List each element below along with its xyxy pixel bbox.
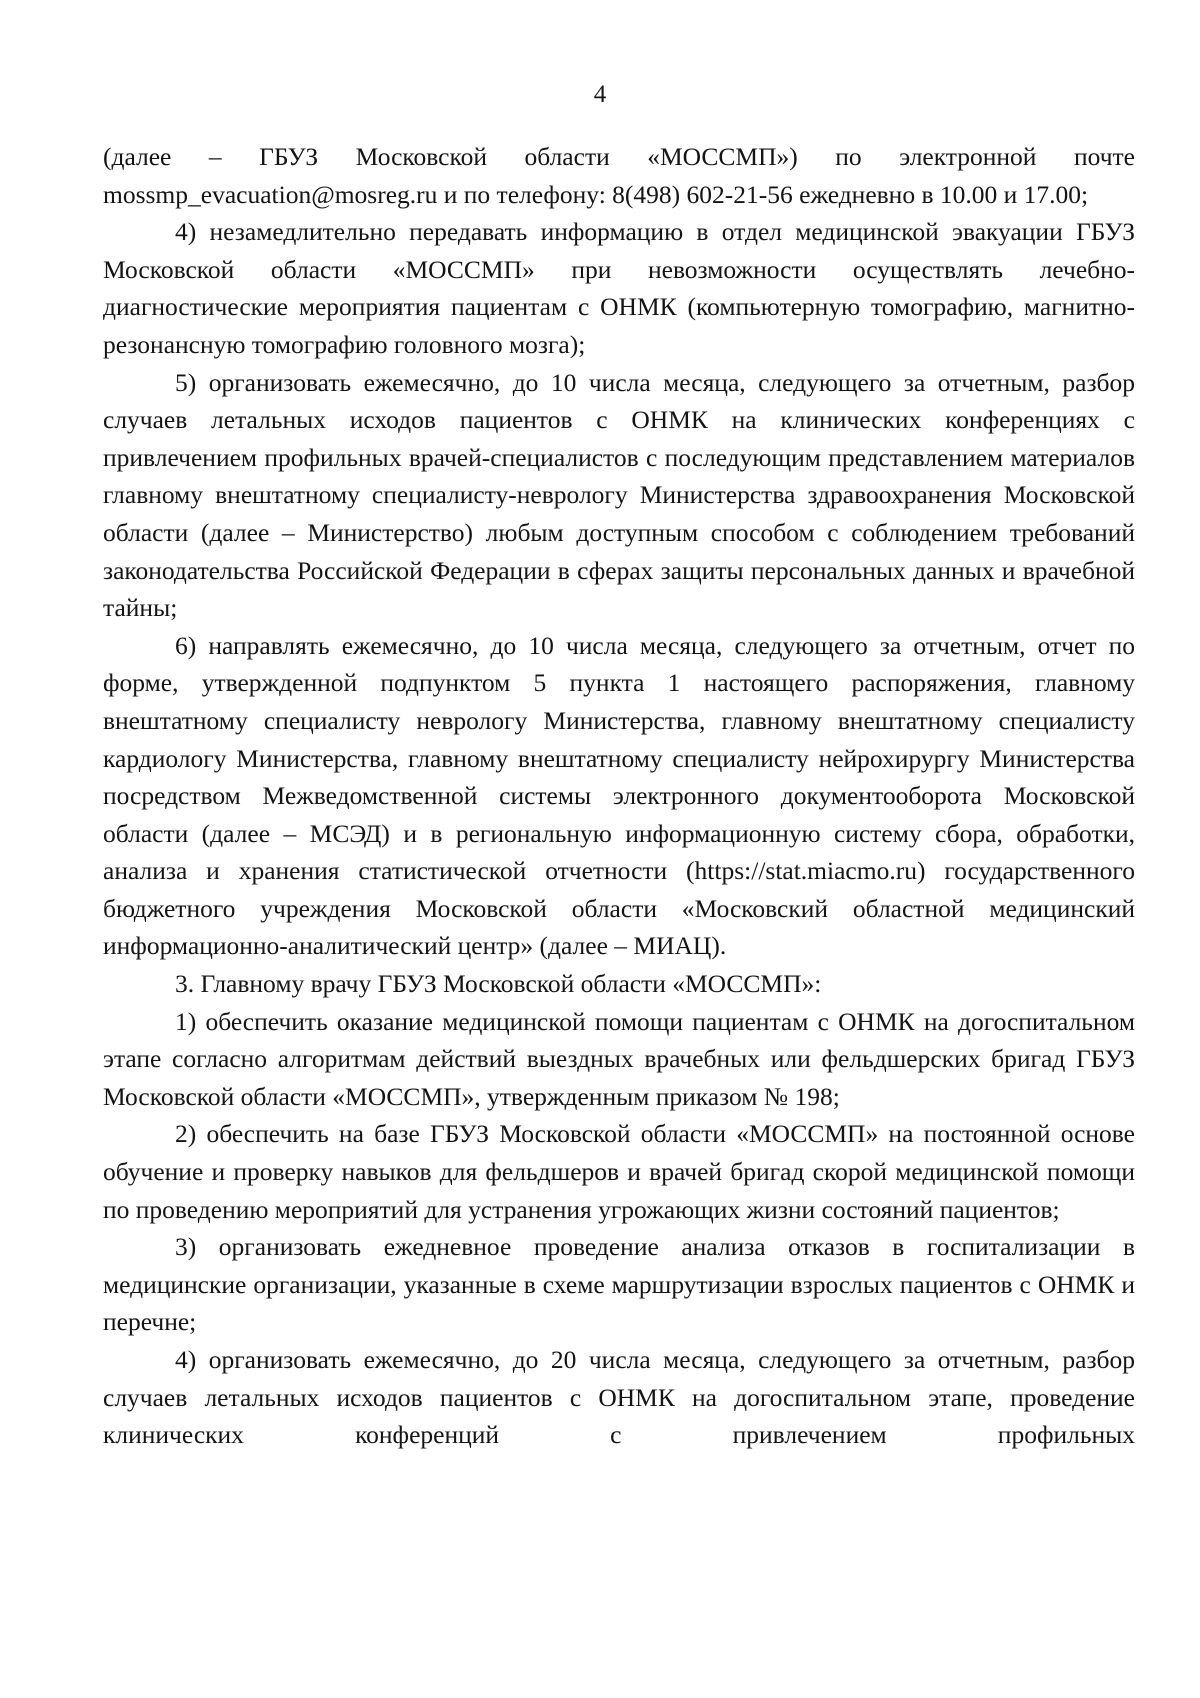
paragraph-item-4-evacuation: 4) незамедлительно передавать информацию в отдел медицинской эвакуации ГБУЗ Московской области «МОССМП» при невозможности осуществлять лечебно-диагностические мероприятия пациентам с ОНМК (компьютерную томографию, магнитно-резонансную томографию головного мозга);	[103, 217, 1135, 359]
paragraph-section-3-item-3: 3) организовать ежедневное проведение анализа отказов в госпитализации в медицинские организации, указанные в схеме маршрутизации взрослых пациентов с ОНМК и перечне;	[103, 1232, 1135, 1337]
paragraph-contact-info: (далее – ГБУЗ Московской области «МОССМП») по электронной почте mossmp_evacuation@mosreg.ru и по телефону: 8(498) 602-21-56 ежедневно в 10.00 и 17.00;	[103, 142, 1135, 209]
paragraph-section-3-item-2: 2) обеспечить на базе ГБУЗ Московской области «МОССМП» на постоянной основе обучение и проверку навыков для фельдшеров и врачей бригад скорой медицинской помощи по проведению мероприятий для устранения угрожающих жизни состояний пациентов;	[103, 1119, 1135, 1224]
paragraph-item-6-monthly-report: 6) направлять ежемесячно, до 10 числа месяца, следующего за отчетным, отчет по форме, утвержденной подпунктом 5 пункта 1 настоящего распоряжения, главному внештатному специалисту неврологу Министерства, главному внештатному специалисту кардиологу Министерства, главному внештатному специалисту нейрохирургу Министерства посредством Межведомственной системы электронного документооборота Московской области (далее – МСЭД) и в региональную информационную систему сбора, обработки, анализа и хранения статистической отчетности (https://stat.miacmo.ru) государственного бюджетного учреждения Московской области «Московский областной медицинский информационно-аналитический центр» (далее – МИАЦ).	[103, 630, 1135, 961]
page-number: 4	[593, 81, 607, 108]
paragraph-section-3-heading: 3. Главному врачу ГБУЗ Московской области «МОССМП»:	[175, 969, 822, 999]
paragraph-item-5-mortality-review: 5) организовать ежемесячно, до 10 числа месяца, следующего за отчетным, разбор случаев летальных исходов пациентов с ОНМК на клинических конференциях с привлечением профильных врачей-специалистов с последующим представлением материалов главному внештатному специалисту-неврологу Министерства здравоохранения Московской области (далее – Министерство) любым доступным способом с соблюдением требований законодательства Российской Федерации в сферах защиты персональных данных и врачебной тайны;	[103, 367, 1135, 623]
paragraph-section-3-item-1: 1) обеспечить оказание медицинской помощи пациентам с ОНМК на догоспитальном этапе согласно алгоритмам действий выездных врачебных или фельдшерских бригад ГБУЗ Московской области «МОССМП», утвержденным приказом № 198;	[103, 1006, 1135, 1111]
paragraph-section-3-item-4: 4) организовать ежемесячно, до 20 числа месяца, следующего за отчетным, разбор случаев летальных исходов пациентов с ОНМК на догоспитальном этапе, проведение клинических конференций с привлечением профильных	[103, 1345, 1135, 1450]
document-body	[103, 138, 1135, 1454]
